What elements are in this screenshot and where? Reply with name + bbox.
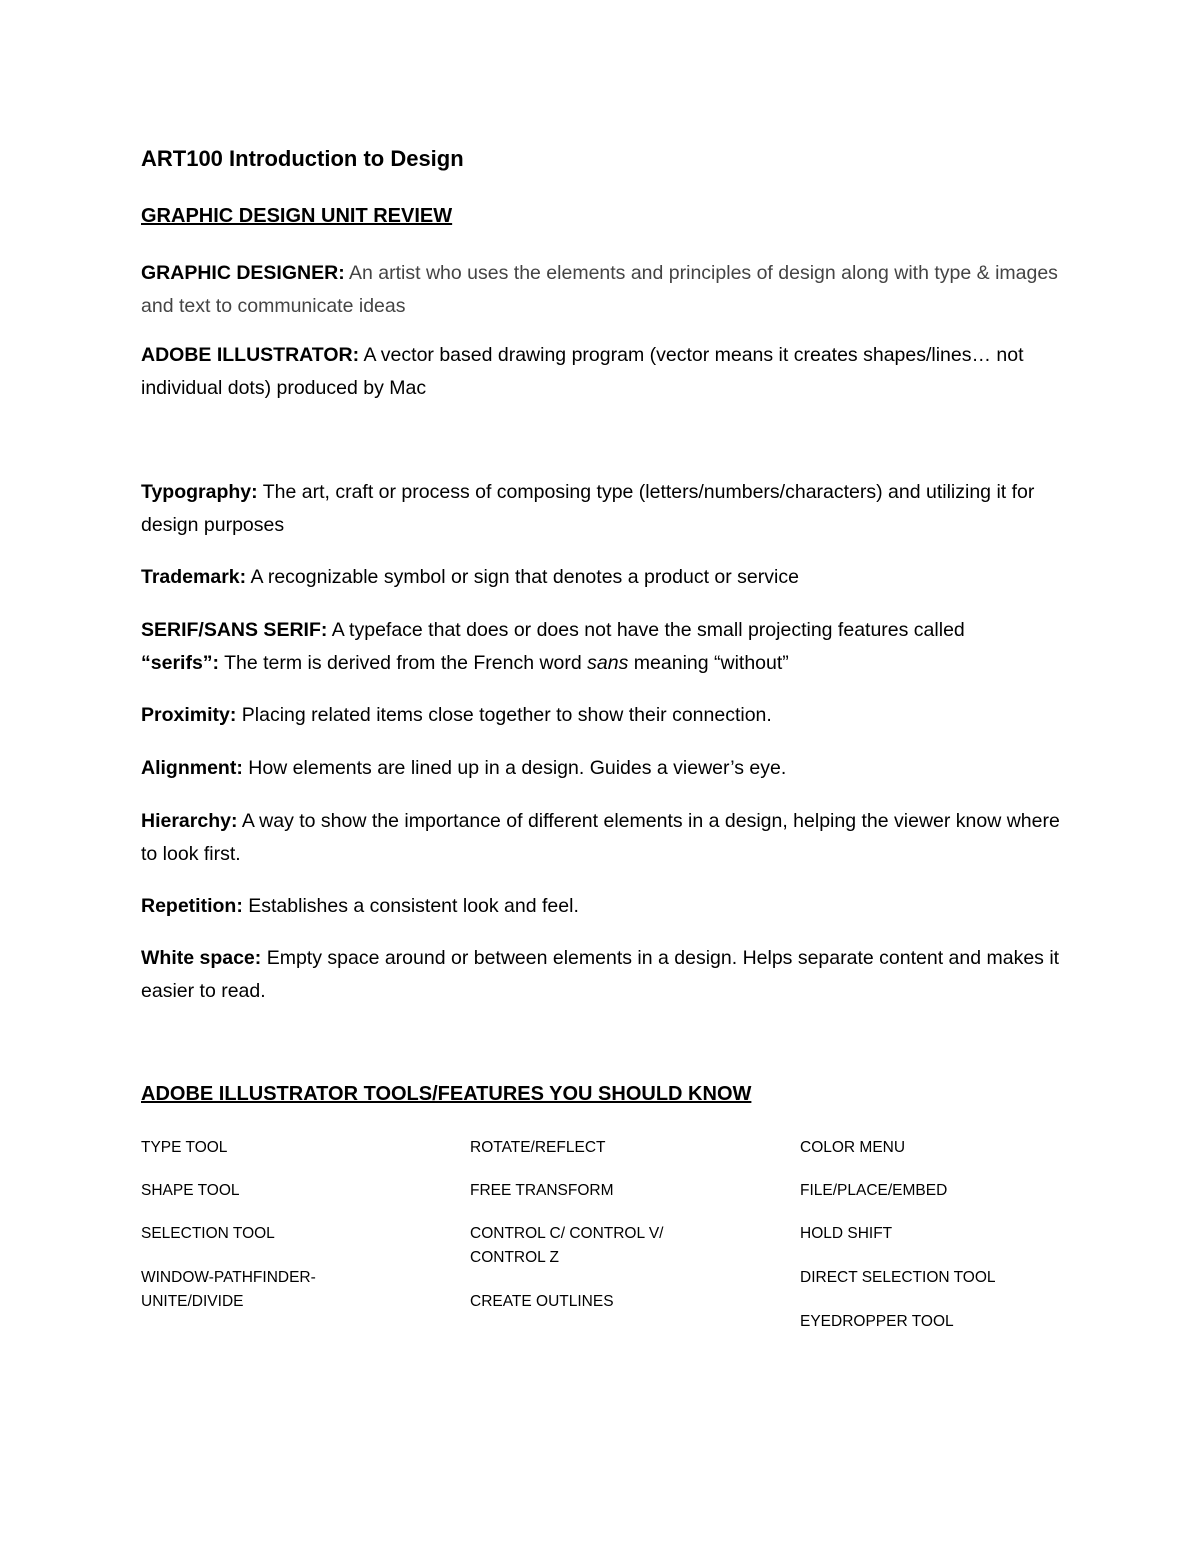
definition-text: Empty space around or between elements in a design. Helps separate content and makes it easier to read. [141, 947, 1060, 1002]
definition-term: GRAPHIC DESIGNER: [141, 262, 345, 284]
tool-item: TYPE TOOL [141, 1139, 228, 1156]
tool-item: DIRECT SELECTION TOOL [800, 1269, 996, 1286]
tool-item: COLOR MENU [800, 1139, 906, 1156]
definition-serif-sans-serif [141, 614, 1061, 647]
page-title: ART100 Introduction to Design [141, 146, 464, 171]
definition-white-space [141, 942, 1061, 1008]
definition-trademark [141, 561, 1061, 594]
definition-term: ADOBE ILLUSTRATOR: [141, 344, 360, 366]
tool-item: SELECTION TOOL [141, 1225, 275, 1242]
definition-text: An artist who uses the elements and principles of design along with type & images and text to communicate ideas [141, 262, 1058, 317]
tool-item: CREATE OUTLINES [470, 1293, 614, 1310]
definition-term: Proximity: [141, 704, 237, 726]
tool-item: ROTATE/REFLECT [470, 1139, 606, 1156]
definition-term: White space: [141, 947, 262, 969]
definition-hierarchy [141, 805, 1061, 871]
definition-term: Hierarchy: [141, 810, 238, 832]
tool-item: HOLD SHIFT [800, 1225, 893, 1242]
definition-serifs [141, 647, 1061, 680]
definition-term: Alignment: [141, 757, 243, 779]
definition-text: A typeface that does or does not have the small projecting features called [331, 619, 965, 641]
definition-text: A way to show the importance of different elements in a design, helping the viewer know where to look first. [141, 810, 1060, 865]
definition-text: A vector based drawing program (vector means it creates shapes/lines… not individual dots) produced by Mac [141, 344, 1024, 399]
definition-text: Placing related items close together to show their connection. [241, 704, 772, 726]
definition-text: A recognizable symbol or sign that denotes a product or service [250, 566, 799, 588]
definition-proximity [141, 699, 1061, 732]
definition-alignment [141, 752, 1061, 785]
tools-heading: ADOBE ILLUSTRATOR TOOLS/FEATURES YOU SHOULD KNOW [141, 1083, 752, 1105]
tool-item: FREE TRANSFORM [470, 1182, 614, 1199]
definition-text: Establishes a consistent look and feel. [248, 895, 579, 917]
definition-term: SERIF/SANS SERIF: [141, 619, 328, 641]
definition-text: The term is derived from the French word [224, 652, 582, 674]
unit-review-heading: GRAPHIC DESIGN UNIT REVIEW [141, 205, 453, 227]
definition-repetition [141, 890, 1061, 923]
tool-item: WINDOW-PATHFINDER-UNITE/DIVIDE [141, 1269, 316, 1310]
tool-item: EYEDROPPER TOOL [800, 1313, 954, 1330]
tool-item: CONTROL C/ CONTROL V/ CONTROL Z [470, 1225, 664, 1266]
definition-term: Repetition: [141, 895, 243, 917]
definition-text: How elements are lined up in a design. Guides a viewer’s eye. [248, 757, 787, 779]
definition-graphic-designer [141, 257, 1061, 323]
definition-text-after: meaning “without” [633, 652, 789, 674]
definition-typography [141, 476, 1061, 542]
tool-item: SHAPE TOOL [141, 1182, 240, 1199]
definition-term: Trademark: [141, 566, 247, 588]
definition-term: Typography: [141, 481, 258, 503]
tool-item: FILE/PLACE/EMBED [800, 1182, 948, 1199]
definition-text: The art, craft or process of composing type (letters/numbers/characters) and utilizing it for design purposes [141, 481, 1035, 536]
definition-term: “serifs”: [141, 652, 220, 674]
definition-italic-word: sans [587, 652, 629, 674]
definition-adobe-illustrator [141, 339, 1061, 405]
